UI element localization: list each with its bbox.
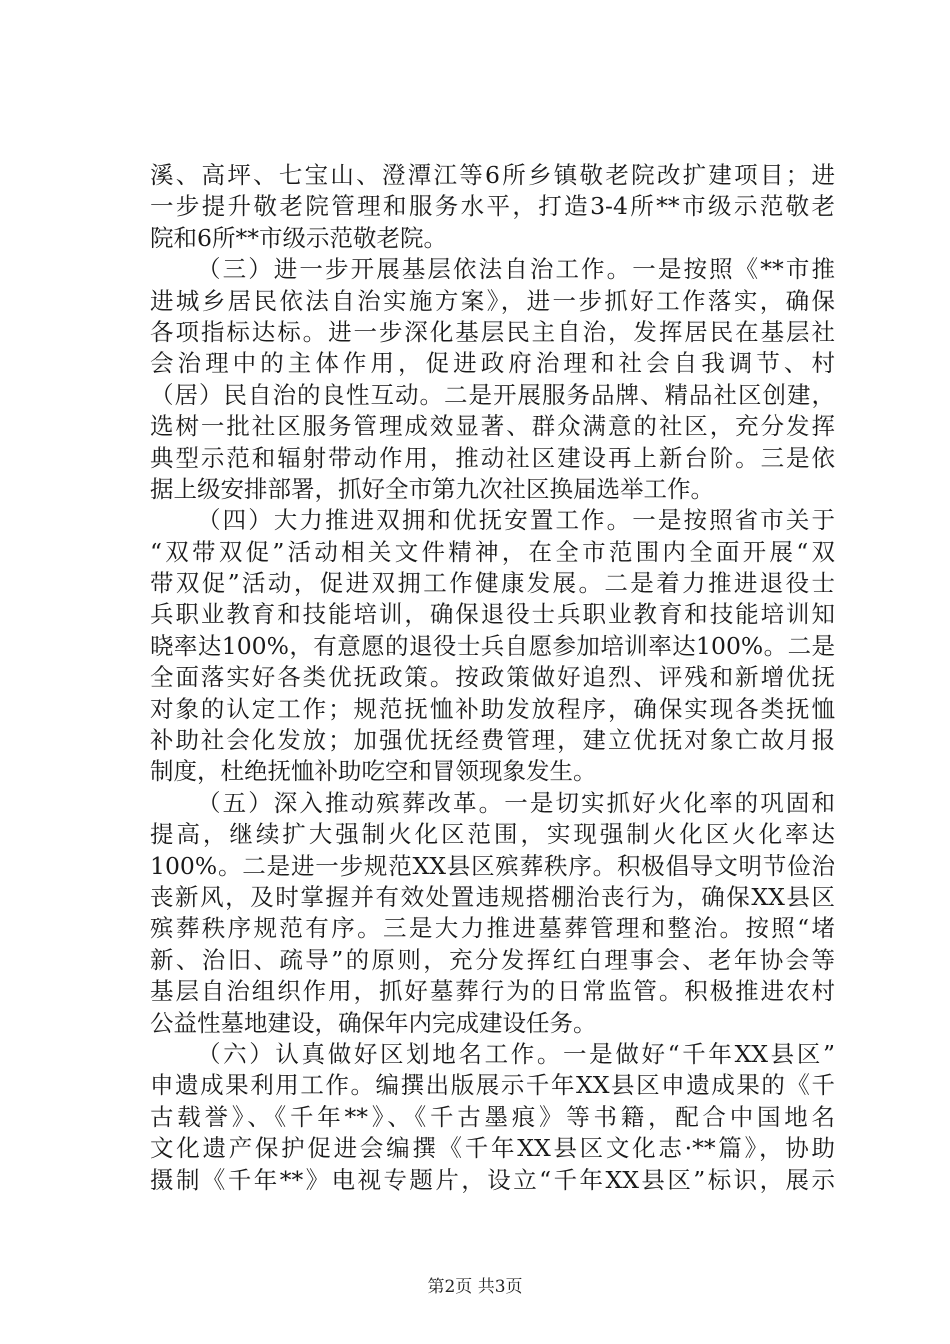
text-line: （五）深入推动殡葬改革。一是切实抓好火化率的巩固和	[197, 788, 835, 817]
document-body	[150, 160, 835, 1196]
text-line: 制度，杜绝抚恤补助吃空和冒领现象发生。	[150, 757, 597, 786]
page-footer: 第2页 共3页	[427, 1277, 523, 1297]
text-line: “双带双促”活动相关文件精神，在全市范围内全面开展“双	[150, 537, 835, 566]
text-line: 进城乡居民依法自治实施方案》，进一步抓好工作落实，确保	[150, 286, 835, 315]
text-line: 溪、高坪、七宝山、澄潭江等6所乡镇敬老院改扩建项目；进	[150, 161, 835, 189]
text-line: 补助社会化发放；加强优抚经费管理，建立优抚对象亡故月报	[150, 726, 835, 755]
text-line: （三）进一步开展基层依法自治工作。一是按照《**市推	[197, 255, 835, 284]
text-line: 申遗成果利用工作。编撰出版展示千年XX县区申遗成果的《千	[150, 1071, 835, 1100]
text-line: （六）认真做好区划地名工作。一是做好“千年XX县区”	[197, 1039, 835, 1068]
text-line: 对象的认定工作；规范抚恤补助发放程序，确保实现各类抚恤	[150, 694, 835, 723]
text-line: 晓率达100%，有意愿的退役士兵自愿参加培训率达100%。二是	[150, 631, 835, 660]
text-line: 会治理中的主体作用，促进政府治理和社会自我调节、村	[150, 349, 835, 378]
text-line: 公益性墓地建设，确保年内完成建设任务。	[150, 1008, 597, 1037]
text-line: 殡葬秩序规范有序。三是大力推进墓葬管理和整治。按照“堵	[150, 914, 835, 943]
text-line: 古载誉》、《千年**》、《千古墨痕》等书籍，配合中国地名	[150, 1102, 835, 1131]
text-line: （居）民自治的良性互动。二是开展服务品牌、精品社区创建，	[150, 380, 835, 409]
text-line: 兵职业教育和技能培训，确保退役士兵职业教育和技能培训知	[150, 600, 835, 629]
text-line: 文化遗产保护促进会编撰《千年XX县区文化志·**篇》，协助	[150, 1134, 835, 1163]
text-line: 选树一批社区服务管理成效显著、群众满意的社区，充分发挥	[150, 412, 835, 441]
text-line: 提高，继续扩大强制火化区范围，实现强制火化区火化率达	[150, 820, 835, 849]
text-line: 新、治旧、疏导”的原则，充分发挥红白理事会、老年协会等	[150, 945, 835, 974]
text-line: 全面落实好各类优抚政策。按政策做好追烈、评残和新增优抚	[150, 663, 835, 692]
text-line: 据上级安排部署，抓好全市第九次社区换届选举工作。	[150, 474, 714, 503]
text-line: 摄制《千年**》电视专题片，设立“千年XX县区”标识，展示	[150, 1165, 835, 1194]
text-line: 100%。二是进一步规范XX县区殡葬秩序。积极倡导文明节俭治	[150, 851, 835, 880]
text-line: 典型示范和辐射带动作用，推动社区建设再上新台阶。三是依	[150, 443, 835, 472]
text-line: 院和6所**市级示范敬老院。	[150, 223, 447, 252]
text-line: 丧新风，及时掌握并有效处置违规搭棚治丧行为，确保XX县区	[150, 882, 835, 911]
text-line: 基层自治组织作用，抓好墓葬行为的日常监管。积极推进农村	[150, 977, 835, 1006]
text-line: 一步提升敬老院管理和服务水平，打造3-4所**市级示范敬老	[150, 192, 835, 221]
text-line: 各项指标达标。进一步深化基层民主自治，发挥居民在基层社	[150, 317, 835, 346]
text-line: 带双促”活动，促进双拥工作健康发展。二是着力推进退役士	[150, 569, 835, 598]
text-line: （四）大力推进双拥和优抚安置工作。一是按照省市关于	[197, 506, 835, 535]
